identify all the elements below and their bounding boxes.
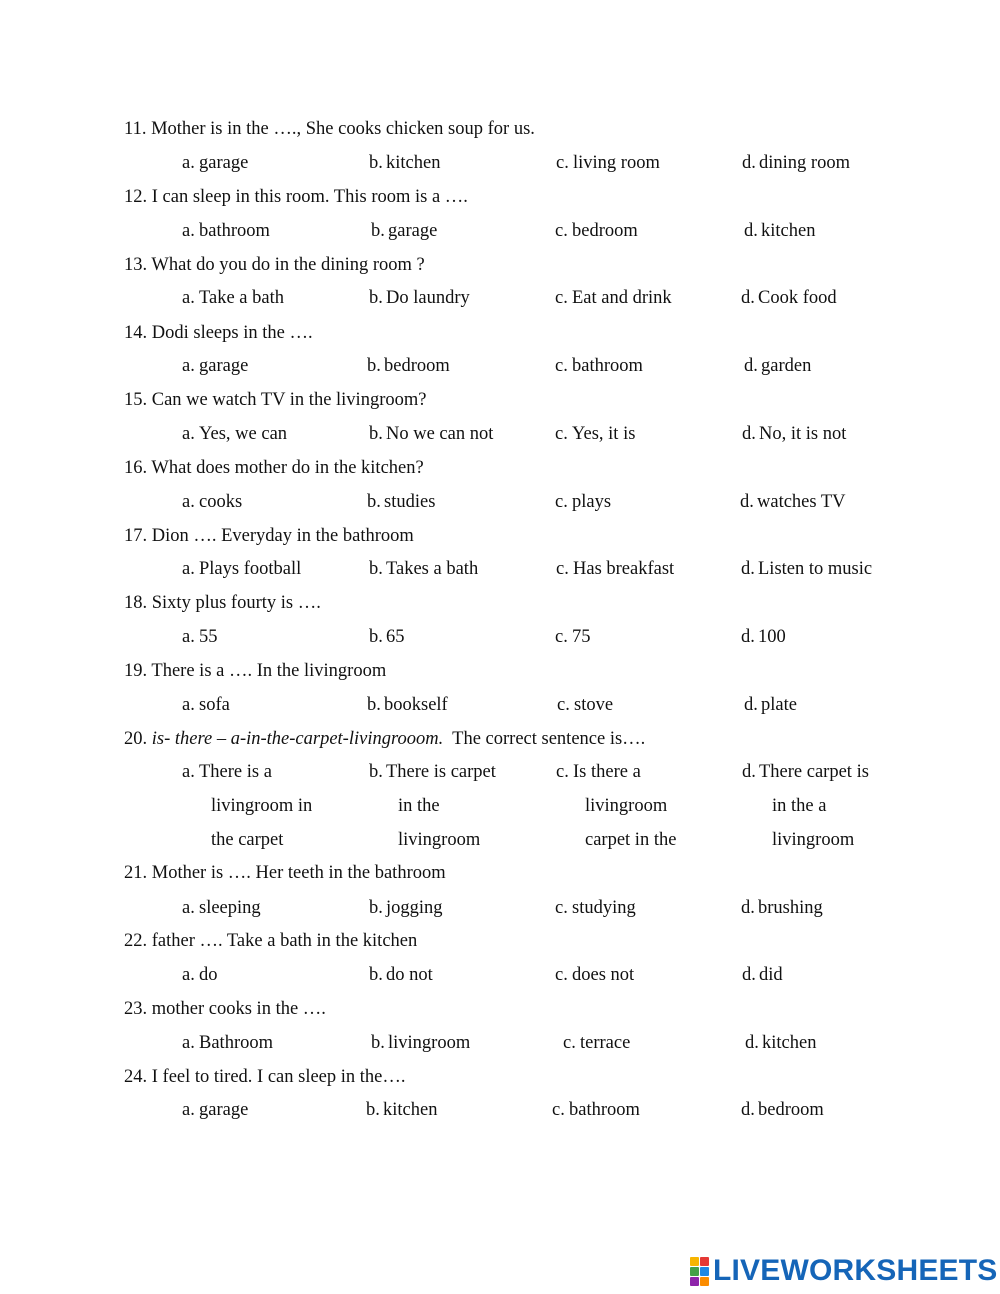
q11-option-b[interactable]: b. kitchen bbox=[369, 153, 441, 173]
q14-option-c[interactable]: c. bathroom bbox=[555, 356, 643, 376]
q21-option-a[interactable]: a. sleeping bbox=[182, 898, 261, 918]
question-13: 13. What do you do in the dining room ? bbox=[124, 255, 425, 275]
q20-option-c[interactable]: c. Is there a bbox=[556, 762, 641, 782]
q22-option-d[interactable]: d. did bbox=[742, 965, 783, 985]
q23-option-a[interactable]: a. Bathroom bbox=[182, 1033, 273, 1053]
q19-option-b[interactable]: b. bookself bbox=[367, 695, 448, 715]
q20-option-d-line-3: livingroom bbox=[772, 830, 855, 850]
question-22: 22. father …. Take a bath in the kitchen bbox=[124, 931, 418, 951]
q12-option-c[interactable]: c. bedroom bbox=[555, 221, 638, 241]
q18-option-d[interactable]: d. 100 bbox=[741, 627, 786, 647]
q12-option-a[interactable]: a. bathroom bbox=[182, 221, 270, 241]
question-23: 23. mother cooks in the …. bbox=[124, 999, 326, 1019]
q12-option-d[interactable]: d. kitchen bbox=[744, 221, 816, 241]
q24-option-a[interactable]: a. garage bbox=[182, 1100, 249, 1120]
question-12: 12. I can sleep in this room. This room is a …. bbox=[124, 187, 468, 207]
question-15: 15. Can we watch TV in the livingroom? bbox=[124, 390, 427, 410]
q23-option-d[interactable]: d. kitchen bbox=[745, 1033, 817, 1053]
q11-option-d[interactable]: d. dining room bbox=[742, 153, 850, 173]
q17-option-b[interactable]: b. Takes a bath bbox=[369, 559, 479, 579]
q13-option-b[interactable]: b. Do laundry bbox=[369, 288, 470, 308]
q20-option-b[interactable]: b. There is carpet bbox=[369, 762, 496, 782]
q15-option-b[interactable]: b. No we can not bbox=[369, 424, 494, 444]
q16-option-c[interactable]: c. plays bbox=[555, 492, 612, 512]
q20-option-d-line-2: in the a bbox=[772, 796, 827, 816]
question-18: 18. Sixty plus fourty is …. bbox=[124, 593, 321, 613]
q20-option-a[interactable]: a. There is a bbox=[182, 762, 272, 782]
q19-option-c[interactable]: c. stove bbox=[557, 695, 614, 715]
q23-option-c[interactable]: c. terrace bbox=[563, 1033, 631, 1053]
q16-option-a[interactable]: a. cooks bbox=[182, 492, 243, 512]
question-19: 19. There is a …. In the livingroom bbox=[124, 661, 387, 681]
q13-option-c[interactable]: c. Eat and drink bbox=[555, 288, 672, 308]
q18-option-b[interactable]: b. 65 bbox=[369, 627, 405, 647]
q20-option-c-line-2: livingroom bbox=[585, 796, 668, 816]
question-24: 24. I feel to tired. I can sleep in the…. bbox=[124, 1067, 406, 1087]
q24-option-c[interactable]: c. bathroom bbox=[552, 1100, 640, 1120]
liveworksheets-logo[interactable] bbox=[690, 1256, 998, 1286]
q12-option-b[interactable]: b. garage bbox=[371, 221, 438, 241]
q18-option-c[interactable]: c. 75 bbox=[555, 627, 591, 647]
q15-option-d[interactable]: d. No, it is not bbox=[742, 424, 847, 444]
question-16: 16. What does mother do in the kitchen? bbox=[124, 458, 424, 478]
q20-option-d[interactable]: d. There carpet is bbox=[742, 762, 869, 782]
q20-option-a-line-3: the carpet bbox=[211, 830, 284, 850]
q17-option-a[interactable]: a. Plays football bbox=[182, 559, 302, 579]
q14-option-a[interactable]: a. garage bbox=[182, 356, 249, 376]
q16-option-d[interactable]: d. watches TV bbox=[740, 492, 846, 512]
liveworksheets-logo-icon bbox=[690, 1257, 709, 1286]
q20-option-b-line-3: livingroom bbox=[398, 830, 481, 850]
q19-option-a[interactable]: a. sofa bbox=[182, 695, 230, 715]
q24-option-d[interactable]: d. bedroom bbox=[741, 1100, 824, 1120]
q14-option-d[interactable]: d. garden bbox=[744, 356, 812, 376]
q15-option-a[interactable]: a. Yes, we can bbox=[182, 424, 288, 444]
q22-option-c[interactable]: c. does not bbox=[555, 965, 635, 985]
q18-option-a[interactable]: a. 55 bbox=[182, 627, 218, 647]
question-21: 21. Mother is …. Her teeth in the bathroom bbox=[124, 863, 446, 883]
q20-option-a-line-2: livingroom in bbox=[211, 796, 313, 816]
liveworksheets-logo-text: LIVEWORKSHEETS bbox=[713, 1254, 998, 1287]
q22-option-b[interactable]: b. do not bbox=[369, 965, 433, 985]
q15-option-c[interactable]: c. Yes, it is bbox=[555, 424, 636, 444]
q24-option-b[interactable]: b. kitchen bbox=[366, 1100, 438, 1120]
question-20: 20. is- there – a-in-the-carpet-livingrooom. The correct sentence is…. bbox=[124, 729, 646, 749]
q11-option-a[interactable]: a. garage bbox=[182, 153, 249, 173]
q23-option-b[interactable]: b. livingroom bbox=[371, 1033, 471, 1053]
q21-option-d[interactable]: d. brushing bbox=[741, 898, 823, 918]
q20-scrambled-words: is- there – a-in-the-carpet-livingrooom. bbox=[151, 729, 444, 749]
q20-option-b-line-2: in the bbox=[398, 796, 440, 816]
question-11: 11. Mother is in the …., She cooks chicken soup for us. bbox=[124, 119, 535, 139]
q22-option-a[interactable]: a. do bbox=[182, 965, 218, 985]
q21-option-b[interactable]: b. jogging bbox=[369, 898, 443, 918]
q19-option-d[interactable]: d. plate bbox=[744, 695, 797, 715]
q17-option-c[interactable]: c. Has breakfast bbox=[556, 559, 675, 579]
q20-option-c-line-3: carpet in the bbox=[585, 830, 677, 850]
q11-option-c[interactable]: c. living room bbox=[556, 153, 660, 173]
question-17: 17. Dion …. Everyday in the bathroom bbox=[124, 526, 414, 546]
question-14: 14. Dodi sleeps in the …. bbox=[124, 323, 313, 343]
q14-option-b[interactable]: b. bedroom bbox=[367, 356, 450, 376]
q16-option-b[interactable]: b. studies bbox=[367, 492, 436, 512]
q17-option-d[interactable]: d. Listen to music bbox=[741, 559, 873, 579]
q13-option-d[interactable]: d. Cook food bbox=[741, 288, 837, 308]
q13-option-a[interactable]: a. Take a bath bbox=[182, 288, 284, 308]
q21-option-c[interactable]: c. studying bbox=[555, 898, 636, 918]
